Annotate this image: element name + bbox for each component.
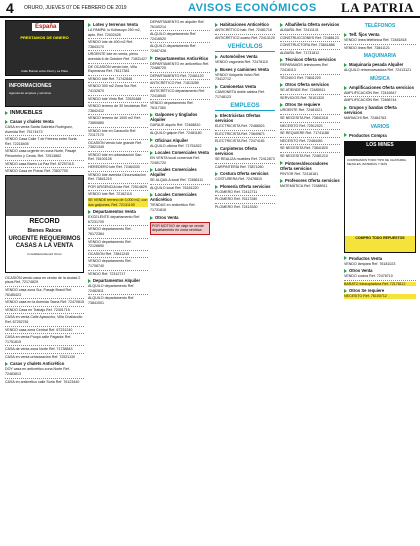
productos-venta-heading: Productos Venta [344,256,416,261]
list-item: VENDO lote Vinto Ref. 72520488 [88,96,142,101]
list-item: CASA en venta Poopó calle Pagador Ref. 71751815 [5,335,72,344]
list-item: VENDO casa en la Avenida Tacna Ref. 72470815 [5,300,84,305]
list-item: VENDO Casa en Trabajo Ref. 72401715 [5,307,70,312]
chatarra-ad[interactable] [344,141,416,253]
highlighted-ad: NECESITO Ref. 76100712 [344,294,416,299]
list-item: DEPARTAMENTO en anticrético Ref. 72488725 [150,61,210,71]
list-item: ALQUILO oficina Ref. 71751822 [150,143,202,148]
productos-compra-heading: Productos Compra [344,133,416,138]
list-item: ELECTRICISTA Ref. 72474181 [215,139,265,144]
list-item: EXCELENTE departamento Ref. 67231700 [88,215,141,224]
divider [150,129,210,130]
divider [5,378,84,379]
list-item: VENDO lote de 400 m2 Ref. 73843170 [88,40,134,49]
otros-requiere-heading: Otros Se requiere [344,288,416,293]
list-item: VENDO lámpara Ref. 76181023 [344,261,396,266]
espana-footer: Calle Bolívar entre Petot y La Plata [21,69,68,73]
list-item: VENDO terreno de 30 hectáreas Ref. 73842412 [88,104,148,113]
divider [280,122,340,123]
list-item: DE OCASIÓN vendo lote, Villa Esperanza Ref. 76117381 [88,64,137,74]
plomeria-heading: Plomería Oferta servicios [215,184,275,189]
otros-venta-heading: Otros Venta [150,215,210,220]
empleos-section: EMPLEOS [215,102,275,111]
list-item: DEPARTAMENTO en alquiler Ref. 76100214 [150,20,205,29]
arrow-icon [344,256,347,260]
otros-venta-heading: Otros Venta [344,268,416,273]
list-item: VENDO lote Ref. 71742848 [88,76,133,81]
list-item: ELECTRICISTA Ref. 72486521 [215,124,265,129]
list-item: DEPARTAMENTO Ref. 72481120 [150,73,204,78]
divider [5,353,84,354]
record-ad[interactable] [5,175,84,273]
otros-servicios-heading: Otros Oferta servicios [280,82,340,87]
list-item: VENDO terreno de 1000 m2 Ref. 73850880 [88,116,141,125]
musica-section: MÚSICA [370,75,390,82]
divider [215,34,275,35]
column-4 [215,20,275,540]
arrow-icon [280,58,283,62]
list-item: AMPLIFICACIÓN Ref. 72416547 [344,90,397,95]
list-item: EN VENTA local comercial Ref. 72481720 [150,156,200,165]
arrow-icon [215,23,218,27]
list-item: ALBAÑIL Ref. 71731812 [280,50,320,55]
highlighted-ad: BARATO fotocopiadora Ref. 72178112 [344,282,416,287]
list-item: AMPLIFICACIÓN Ref. 72486744 [344,98,397,103]
divider [215,130,275,131]
divider [280,114,340,115]
divider [5,313,84,314]
list-item: CONSTRUCTORA Ref. 73841888 [280,43,335,48]
arrow-icon [280,83,283,87]
list-item: OCASIÓN vendo casa en centro de la ciudad 2 pisos Ref. 72174829 [5,275,81,285]
divider [88,127,148,128]
list-item: VENDO departamento Ref. 71708740 [88,259,132,268]
list-item: SE ATIENDE Ref. 72485511 [280,88,326,93]
divider [344,280,416,281]
list-item: VENDO casa zona Sur, Pasaje Brasil Ref. 76185423 [5,287,73,297]
column-5 [280,20,340,540]
informaciones-title: INFORMACIONES [9,83,52,89]
list-item: CONSTRUCCIONES Ref. 72488123 [280,35,339,40]
amplificaciones-heading: Amplificaciones Oferta servicios [344,85,416,90]
arrow-icon [344,86,347,90]
arrow-icon [215,85,218,89]
divider [5,147,84,148]
tecnicos-heading: Técnicos Oferta servicios [280,57,340,62]
list-item: VENDO Casa en Potosí Ref. 73837700 [5,169,68,174]
list-item: REPARAMOS televisores Ref. 72416113 [280,63,329,72]
list-item: ANTICRÉTICO departamento Ref. 72418540 [150,88,206,98]
divider [280,34,340,35]
list-item: ANTICRÉTICO cuarto Ref. 72413120 [215,35,275,40]
list-item: VENDO cocina Ref. 72478710 [344,274,393,279]
divider [88,257,148,258]
list-item: DOY casa en anticrético zona Norte Ref. 72483813 [5,367,70,377]
page-header [0,0,420,18]
divider [280,129,340,130]
list-item: TIENDAS en anticrético Ref. 71731818 [150,203,196,213]
arrow-icon [150,216,153,220]
divider [5,345,84,346]
arrow-icon [88,23,91,27]
habitaciones-heading: Habitaciones Anticrético [215,22,275,27]
divider [88,225,148,226]
espana-ad[interactable] [5,20,84,76]
divider [215,137,275,138]
list-item: OCASIÓN Ref. 73841245 [88,251,130,256]
list-item: URGENTE Ref. 72481021 [280,108,323,113]
divider [88,163,148,164]
divider [280,94,340,95]
list-item: PLOMERO Ref. 72412711 [215,189,258,194]
carpinteros-heading: Carpinteros Oferta servicios [215,145,257,156]
locales-venta-heading: Locales Comerciales Venta [150,150,210,155]
list-item: NECESITO Ref. 72512021 [280,123,323,128]
divider [5,135,84,136]
list-item: TÉCNICO Ref. 73841220 [280,75,321,80]
record-urgente: URGENTE REQUERIMOS CASAS A LA VENTA [8,235,81,249]
record-ad-photo [6,176,83,216]
albanileria-heading: Albañilería Oferta servicios [280,22,340,27]
automoviles-heading: Automóviles Venta [215,54,275,59]
arrow-icon [344,33,347,37]
list-item: LA PAMPA: lo Kollasuyo 250 m2, apto. Ref. 72402428 [88,28,141,37]
arrow-icon [344,269,347,273]
divider [88,270,148,271]
divider [150,184,210,185]
departamentos-alquiler-heading: Departamentos Alquiler [88,278,148,283]
locales-anticretico-heading: Locales Comerciales Anticrético [150,192,197,203]
arrow-icon [88,210,91,214]
page-date: ORURO, JUEVES 07 DE FEBRERO DE 2019 [24,5,127,11]
arrow-icon [215,185,218,189]
maquinaria-heading: Maquinaria pesada Alquiler [344,62,416,67]
list-item: VENDO 300 m2 Zona Sur Ref. 74132870 [88,84,138,93]
list-item: SE NECESITA Ref. 73841018 [280,115,328,120]
list-item: VENDO lote en Caracollo Ref. 72117170 [88,128,137,138]
divider [88,63,148,64]
arrow-icon [5,362,8,366]
red-ad: POR MOTIVO de viaje se vende departamento en zona céntrica [150,222,210,235]
list-item: CASA en venta urbanización Ref. 72521130 [5,354,76,359]
arrow-icon [5,120,8,124]
arrow-icon [344,133,347,137]
chatarra-ad-body: COMPRAMOS TODO TIPO DE CHATARRA, METALES, BATERÍAS Y MÁS [347,157,407,166]
list-item: CASA en venta Santa Gabriela Rodríguez, Avenida Ref. 75174473 [5,125,73,134]
divider [88,294,148,295]
list-item: ALBAÑIL Ref. 72411141 [280,28,319,32]
arrow-icon [5,111,8,115]
section-title: AVISOS ECONÓMICOS [188,2,317,14]
informaciones-text: Agencia de empleos y servicios [9,91,52,95]
divider [344,44,416,45]
costura-heading: Costura Oferta servicios [215,171,275,176]
divider [5,333,84,334]
list-item: MARIACHI Ref. 72484763 [344,115,387,120]
list-item: ALQUILO galpón Ref. 72481180 [150,130,202,135]
list-item: ALQUILO departamento Ref. 72416520 [150,32,197,41]
divider [88,75,148,76]
divider [280,74,340,75]
divider [150,30,210,31]
list-item: GARAJE alquilo Ref. 72468810 [150,123,201,128]
divider [280,152,340,153]
divider [5,298,84,299]
list-item: VENDO vagoneta Ref. 72478110 [215,60,268,65]
list-item: COSTURERA Ref. 72478810 [215,177,262,182]
telf-fijos-heading: Telf. fijos Venta [344,32,416,37]
list-item: CASA en anticrético calle Soria Ref. 76123440 [5,379,80,384]
list-item: VENDO lote en urbanización San Ref. 76100128 [88,152,142,162]
list-item: VENDO departamento Ref. 72128890 [88,239,132,249]
divider [88,238,148,239]
list-item: VENDO lote Ref. 72162110 [88,192,132,197]
buses-heading: Buses y camiones Venta [215,67,275,72]
pintores-heading: Pintores/decoradores Oferta servicios [280,160,329,171]
list-item: NECESITO Ref. 72484451 [280,138,323,143]
list-item: VENDO Ref. 72312717 [88,271,126,276]
profesores-heading: Profesores Oferta servicios [280,178,340,183]
chatarra-ad-foot: COMPRO TODO REPUESTOS [345,236,415,252]
column-3 [150,20,210,540]
record-title: RECORD [29,217,60,225]
list-item: SE REALIZA muebles Ref. 72412873 [215,156,275,161]
otros-requiere-heading: Otros Se requiere [280,102,340,107]
divider [5,160,84,161]
divider [280,41,340,42]
list-item: VENDO departamento Ref. 76117360 [150,101,194,110]
divider [88,95,148,96]
record-footer: Inmobiliaria Record Oruro [27,251,62,256]
divider [150,87,210,88]
arrow-icon [150,56,153,60]
divider [5,286,84,287]
arrow-icon [215,68,218,72]
divider [215,195,275,196]
list-item: VENDO línea Ref. 73841121 [344,45,390,50]
divider [88,102,148,103]
casas-anticretico-heading: Casas y chalets Anticrético [5,361,84,366]
divider [88,114,148,115]
departamentos-anticretico-heading: Departamentos Anticrético [150,56,210,61]
arrow-icon [344,289,347,293]
list-item: MATEMÁTICA Ref. 72488911 [280,184,328,189]
varios-section: VARIOS [370,123,390,130]
column-2 [88,20,148,540]
divider [150,72,210,73]
divider [280,137,340,138]
list-item: VENDO departamento Ref. 76172384 [88,227,132,236]
divider [88,82,148,83]
divider [215,203,275,204]
newspaper-brand: LA PATRIA [341,0,414,15]
divider [88,50,148,51]
inmuebles-heading: INMUEBLES [5,110,84,117]
espana-logo: España [32,23,59,31]
divider [88,250,148,251]
list-item: VENDO Casa Calle 7 de Febrero entre Soria. Ref. 72218405 [5,137,78,146]
list-item: VENDO casa urgente en zona Norte, Pasaje Pelourinho y Ceota. Ref. 72513862 [5,149,77,158]
list-item: PLOMERO Ref. 72413330 [215,204,258,209]
departamentos-venta-heading: Departamentos Venta [88,209,148,214]
divider [88,139,148,140]
arrow-icon [280,103,283,107]
page-number: 4 [6,0,14,16]
record-subtitle: Bienes Raíces [27,227,62,234]
list-item: CARPINTERÍA Ref. 73871260 [215,164,264,169]
grupos-heading: Grupos y bandas Oferta servicios [344,104,397,115]
camionetas-heading: Camionetas Venta [215,84,275,89]
list-item: CASA en venta Calle Ayacucho, Villa Challacollo Ref. 67252781 [5,315,83,324]
list-item: PLOMERO Ref. 76117280 [215,197,258,202]
vehiculos-section: VEHÍCULOS [215,43,275,52]
list-item: VENDO casa zona Central Ref. 67231240 [5,327,73,332]
list-item: SERVICIOS Ref. 76101320 [280,95,325,100]
maquinaria-section: MAQUINARIA [363,53,397,60]
locales-alquiler-heading: Locales Comerciales Alquiler [150,167,197,178]
list-item: SE NECESITA Ref. 72481210 [280,153,328,158]
divider [280,144,340,145]
arrow-icon [215,172,218,176]
divider [5,306,84,307]
arrow-icon [280,23,283,27]
electricistas-heading: Electricistas Ofertas servicios [215,113,261,124]
divider [88,183,148,184]
arrow-icon [150,138,153,142]
divider [5,167,84,168]
divider [5,326,84,327]
list-item: SE NECESITA Ref. 73841820 [280,146,328,151]
list-item: CASA de venta zona Norte Ref. 71738843 [5,347,73,352]
list-item: HEREDERO lote Ref. 72484330 [88,165,140,170]
list-item: ALQUILO retroexcavadora Ref. 72413121 [344,68,412,73]
list-item: POR URGENCIA lote Ref. 72514829 [88,184,147,189]
column-1 [5,20,84,540]
divider [88,171,148,172]
divider [150,99,210,100]
column-6 [344,20,416,540]
list-item: ALQUILO departamento Ref. 72482811 [88,284,135,293]
telefonos-section: TELÉFONOS [364,23,396,29]
list-item: CAMIONETA doble cabina Ref. 71748123 [215,89,265,99]
highlighted-ad: SE VENDE terreno de 3,000 m2, con dos galpones, Ref. 72131190 [88,198,148,207]
list-item: SE REQUIERE Ref. 71741188 [280,131,329,136]
list-item: VENDO casa Barrio La Paz Ref. 67297415 [5,161,74,166]
divider [280,49,340,50]
casas-venta-heading: Casas y chalets Venta [5,119,84,124]
list-item: VENDO lote avenida Circunvalación Ref. 73841219 [88,172,146,182]
oficinas-heading: Oficinas Alquiler [150,138,210,143]
list-item: ALQUILO local Ref. 76181220 [150,185,199,190]
divider [150,42,210,43]
divider [88,190,148,191]
list-item: VENDO línea telefónica Ref. 72481818 [344,38,407,42]
galpones-heading: Galpones y tinglados Alquiler [150,112,198,123]
divider [88,38,148,39]
list-item: ANTICRÉTICO Ref. 71813280 [150,81,199,86]
lotes-heading: Lotes y terrenos Venta [88,22,148,27]
list-item: ALQUILO departamento Ref. 72487428 [150,44,197,53]
arrow-icon [88,279,91,283]
list-item: PINTOR Ref. 72418181 [280,171,319,176]
list-item: OCASIÓN vendo lote grande Ref. 73821345 [88,140,142,150]
chatarra-ad-head: LOS MINES [345,142,415,156]
informaciones-ad[interactable] [5,79,84,107]
arrow-icon [215,55,218,59]
arrow-icon [280,179,283,183]
espana-subtitle: PRESTAMOS DE DINERO [20,35,69,40]
divider [215,163,275,164]
list-item: URGENTE lote en venta, pleno avenida 6 de Octubre Ref. 71831427 [88,52,147,61]
list-item: VENDO Volqueta Volvo Ref. 73412712 [215,72,261,82]
arrow-icon [344,63,347,67]
divider [88,151,148,152]
arrow-icon [150,151,153,155]
list-item: ELECTRICISTA Ref. 73849871 [215,131,265,136]
list-item: ANTICRÉTICO hab. Ref. 72481716 [215,28,272,32]
list-item: ALQUILO departamento Ref. 73841001 [88,296,135,305]
list-item: SE ALQUILA local Ref. 72486111 [150,178,204,183]
